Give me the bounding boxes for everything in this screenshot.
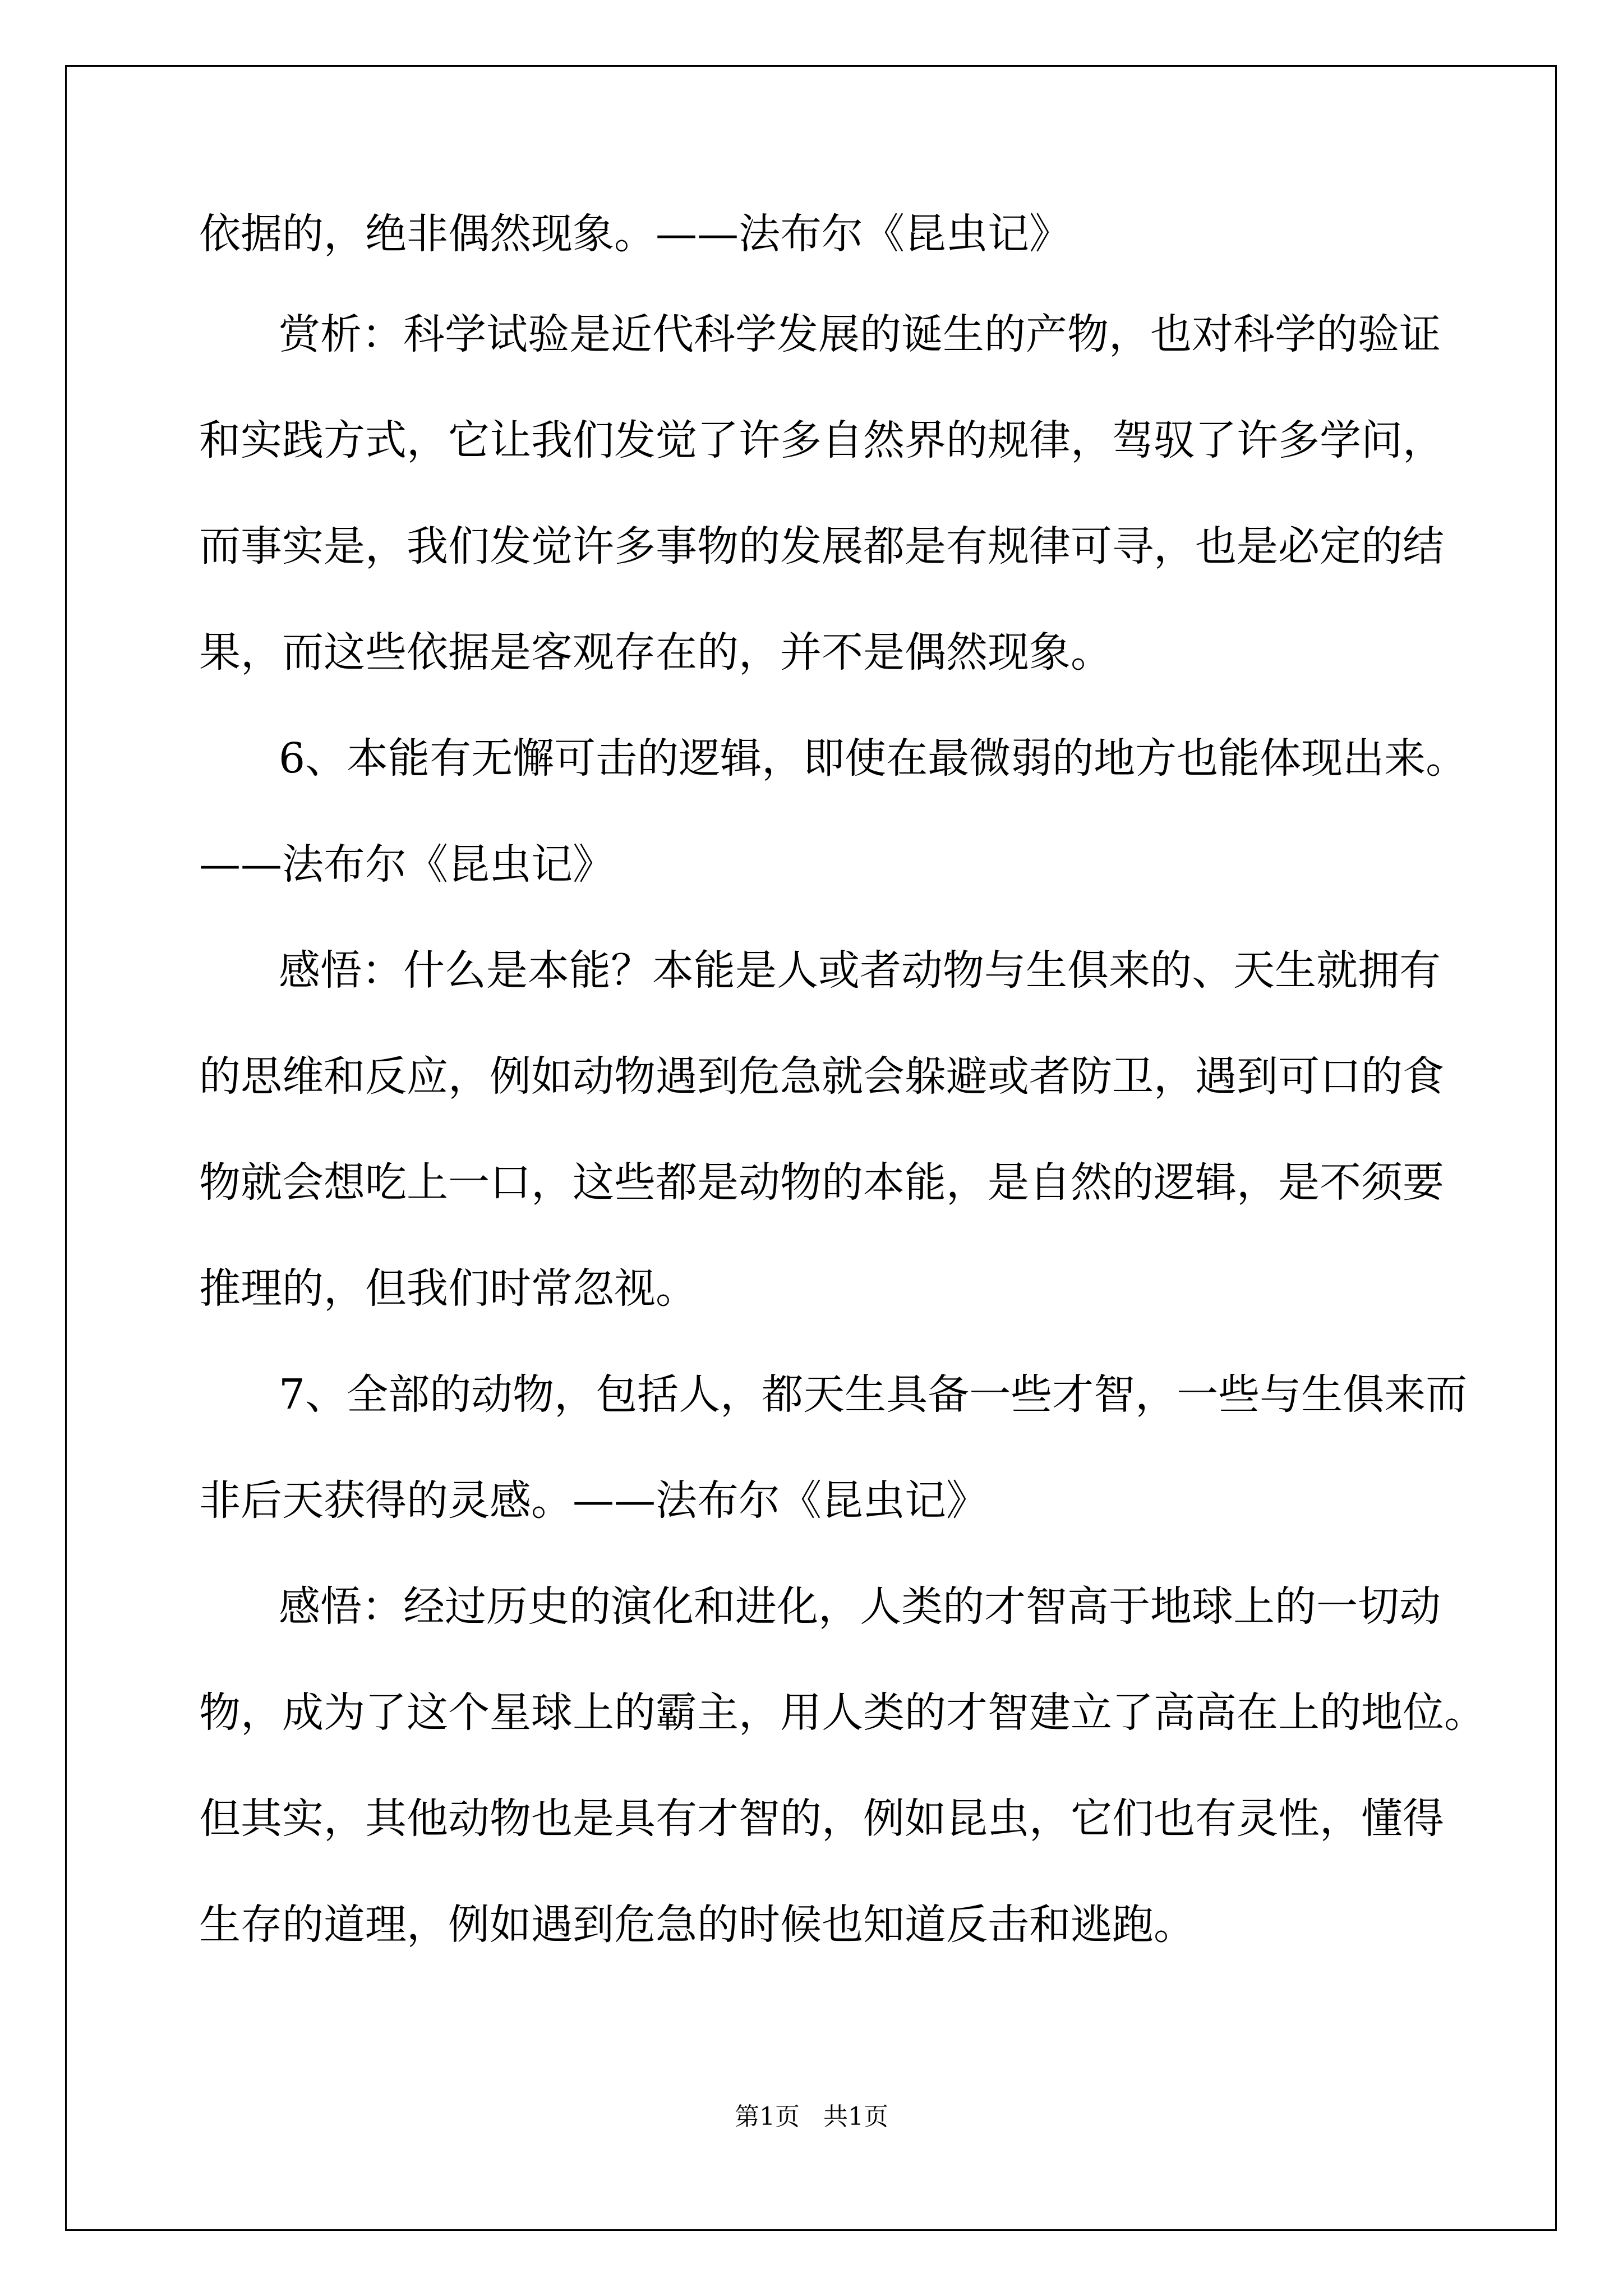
text-line-17: 生存的道理，例如遇到危急的时候也知道反击和逃跑。 [199, 1901, 1195, 1949]
text-line-8: 感悟：什么是本能？本能是人或者动物与生俱来的、天生就拥有 [279, 946, 1441, 995]
text-line-9: 的思维和反应，例如动物遇到危急就会躲避或者防卫，遇到可口的食 [199, 1052, 1444, 1101]
text-line-10: 物就会想吃上一口，这些都是动物的本能，是自然的逻辑，是不须要 [199, 1158, 1444, 1207]
text-line-4: 而事实是，我们发觉许多事物的发展都是有规律可寻，也是必定的结 [199, 522, 1444, 570]
text-line-13: 非后天获得的灵感。——法布尔《昆虫记》 [199, 1476, 988, 1525]
text-line-5: 果，而这些依据是客观存在的，并不是偶然现象。 [199, 628, 1112, 677]
text-line-6: 6、本能有无懈可击的逻辑，即使在最微弱的地方也能体现出来。 [279, 734, 1468, 783]
text-line-7: ——法布尔《昆虫记》 [199, 840, 614, 889]
text-line-16: 但其实，其他动物也是具有才智的，例如昆虫，它们也有灵性，懂得 [199, 1795, 1444, 1843]
text-line-12: 7、全部的动物，包括人，都天生具备一些才智，一些与生俱来而 [279, 1370, 1468, 1419]
text-line-1: 依据的，绝非偶然现象。——法布尔《昆虫记》 [199, 210, 1071, 258]
text-line-3: 和实践方式，它让我们发觉了许多自然界的规律，驾驭了许多学问， [199, 416, 1444, 464]
text-line-11: 推理的，但我们时常忽视。 [199, 1264, 697, 1313]
page-number: 第1页 共1页 [735, 2102, 888, 2131]
text-line-2: 赏析：科学试验是近代科学发展的诞生的产物，也对科学的验证 [279, 310, 1441, 358]
text-line-15: 物，成为了这个星球上的霸主，用人类的才智建立了高高在上的地位。 [199, 1688, 1486, 1737]
text-line-14: 感悟：经过历史的演化和进化，人类的才智高于地球上的一切动 [279, 1582, 1441, 1631]
